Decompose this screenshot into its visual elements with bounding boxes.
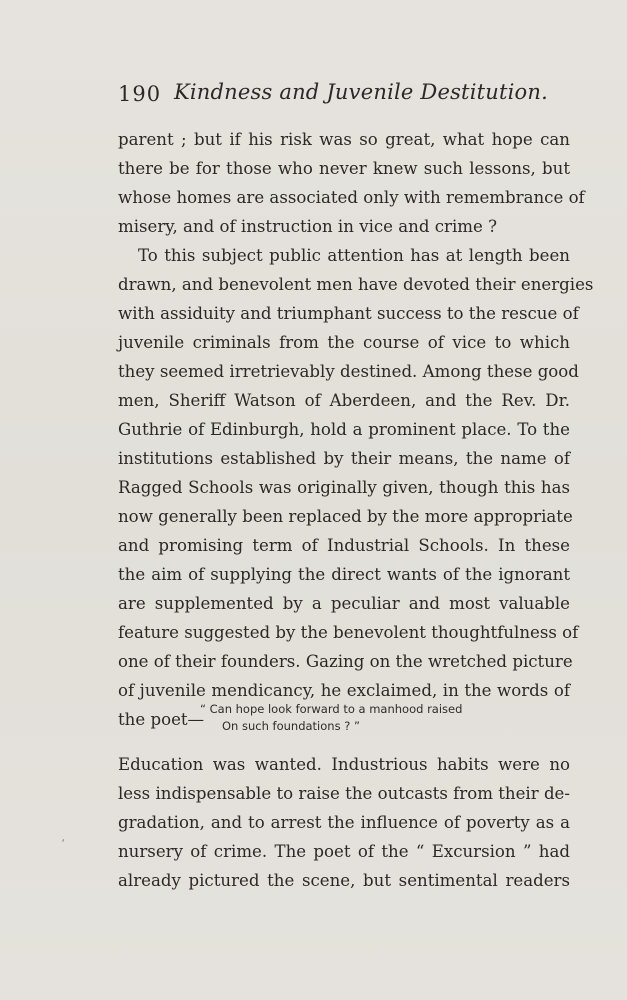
text-line: the aim of supplying the direct wants of the ignorant [118,565,570,584]
text-line: feature suggested by the benevolent thoughtfulness of [118,623,579,642]
paper-speck-mark: ⸴ [62,834,65,845]
text-line: To this subject public attention has at length been [138,246,570,265]
paragraph-block-continued [118,750,570,895]
running-head [118,80,578,114]
text-line: the poet— [118,710,205,729]
text-line: and promising term of Industrial Schools. In these [118,536,570,555]
text-line: juvenile criminals from the course of vice to which [118,333,570,352]
text-line: are supplemented by a peculiar and most valuable [118,594,570,613]
text-line: gradation, and to arrest the influence of poverty as a [118,813,570,832]
text-line: whose homes are associated only with remembrance of [118,188,585,207]
text-line: one of their founders. Gazing on the wretched picture [118,652,573,671]
text-line: Education was wanted. Industrious habits were no [118,755,570,774]
text-line: parent ; but if his risk was so great, what hope can [118,130,570,149]
text-line: there be for those who never knew such lessons, but [118,159,570,178]
text-line: of juvenile mendicancy, he exclaimed, in the words of [118,681,570,700]
text-line: now generally been replaced by the more appropriate [118,507,573,526]
text-line: men, Sheriff Watson of Aberdeen, and the Rev. Dr. [118,391,570,410]
text-line: they seemed irretrievably destined. Among these good [118,362,579,381]
running-title: Kindness and Juvenile Destitution. [174,80,548,104]
text-line: institutions established by their means, the name of [118,449,570,468]
text-line: with assiduity and triumphant success to the rescue of [118,304,579,323]
text-line: Guthrie of Edinburgh, hold a prominent place. To the [118,420,570,439]
text-line: Ragged Schools was originally given, though this has [118,478,570,497]
paragraph-block-main [118,125,594,734]
text-line: less indispensable to raise the outcasts from their de- [118,784,570,803]
quote-line: “ Can hope look forward to a manhood raised [200,702,463,716]
verse-quotation [200,701,500,735]
text-line: nursery of crime. The poet of the “ Excursion ” had [118,842,570,861]
text-line: misery, and of instruction in vice and crime ? [118,217,498,236]
text-line: already pictured the scene, but sentimental readers [118,871,570,890]
text-line: drawn, and benevolent men have devoted their energies [118,275,594,294]
quote-line: On such foundations ? ” [222,719,360,733]
page-number: 190 [118,82,162,106]
